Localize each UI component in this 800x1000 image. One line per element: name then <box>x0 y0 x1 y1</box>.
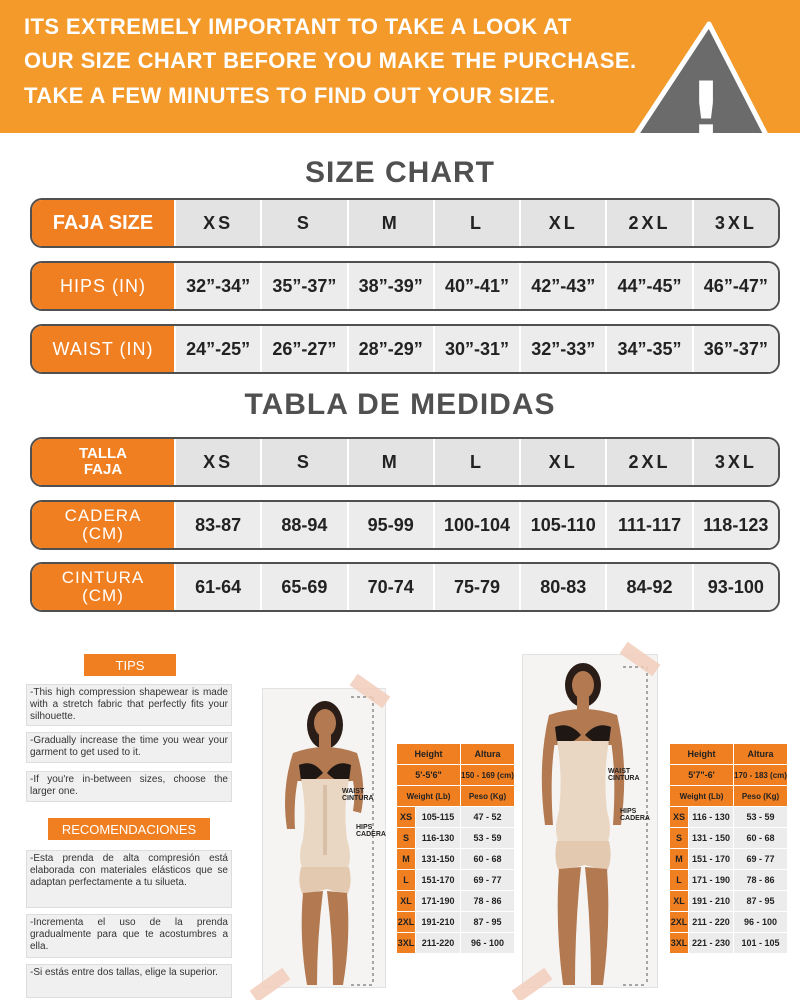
cadera-label <box>32 502 174 548</box>
tabla-header-row <box>30 437 780 487</box>
height-value: 5'7"-6' <box>670 765 734 785</box>
mt2-weight: 116 - 130 <box>689 807 734 827</box>
size-header-xl: XL <box>519 200 605 246</box>
cintura-small-label: CINTURA <box>608 775 640 782</box>
mt2-weight: 211 - 220 <box>689 912 734 932</box>
hips-in-m: 38”-39” <box>347 263 433 309</box>
size-header-m: M <box>347 200 433 246</box>
mt2-size: XL <box>670 891 689 911</box>
faja-size-label: FAJA SIZE <box>32 200 174 246</box>
mt2-peso: 87 - 95 <box>734 891 788 911</box>
cadera-xl: 105-110 <box>519 502 605 548</box>
hips-in-l: 40”-41” <box>433 263 519 309</box>
warning-exclamation: ! <box>688 67 724 157</box>
mt1-weight: 116-130 <box>416 828 461 848</box>
recomendacion-item-3: -Si estás entre dos tallas, elige la superior. <box>26 964 232 998</box>
cadera-label-2: (CM) <box>82 524 124 543</box>
talla-header-xs: XS <box>174 439 260 485</box>
hips-marker-2 <box>620 808 650 822</box>
faja-label: FAJA <box>83 461 123 478</box>
waist-marker-1 <box>342 788 374 802</box>
cadera-s: 88-94 <box>260 502 346 548</box>
mt1-size: XL <box>397 891 416 911</box>
waist-label: WAIST <box>342 788 365 795</box>
mt1-weight: 171-190 <box>416 891 461 911</box>
mt1-size: 3XL <box>397 933 416 953</box>
cintura-row <box>30 562 780 612</box>
waist-marker-2 <box>608 768 640 782</box>
cadera-xs: 83-87 <box>174 502 260 548</box>
mt2-size: XS <box>670 807 689 827</box>
waist-in-3xl: 36”-37” <box>692 326 778 372</box>
talla-header-m: M <box>347 439 433 485</box>
height-header: Height <box>397 744 461 764</box>
waist-in-2xl: 34”-35” <box>605 326 691 372</box>
hips-in-row <box>30 261 780 311</box>
mt1-weight: 131-150 <box>416 849 461 869</box>
mt2-peso: 53 - 59 <box>734 807 788 827</box>
cintura-label-1: CINTURA <box>61 568 145 588</box>
mt2-size: M <box>670 849 689 869</box>
waist-in-row <box>30 324 780 374</box>
hips-in-xs: 32”-34” <box>174 263 260 309</box>
hips-in-label: HIPS (IN) <box>32 263 174 309</box>
altura-value: 150 - 169 (cm) <box>461 765 515 785</box>
mt1-peso: 78 - 86 <box>461 891 515 911</box>
measure-table-1 <box>397 744 515 954</box>
cintura-small-label: CINTURA <box>342 795 374 802</box>
weight-header: Weight (Lb) <box>670 786 734 806</box>
mt2-peso: 69 - 77 <box>734 849 788 869</box>
mt2-size: S <box>670 828 689 848</box>
hips-label: HIPS <box>620 808 637 815</box>
warning-banner <box>0 0 800 157</box>
cadera-row <box>30 500 780 550</box>
mt1-peso: 96 - 100 <box>461 933 515 953</box>
cadera-label-1: CADERA <box>64 506 142 526</box>
talla-header-s: S <box>260 439 346 485</box>
mt1-peso: 69 - 77 <box>461 870 515 890</box>
cadera-small-label: CADERA <box>620 815 650 822</box>
talla-label: TALLA <box>78 445 128 463</box>
size-header-l: L <box>433 200 519 246</box>
talla-header-l: L <box>433 439 519 485</box>
mt1-size: L <box>397 870 416 890</box>
size-header-2xl: 2XL <box>605 200 691 246</box>
cadera-m: 95-99 <box>347 502 433 548</box>
hips-label: HIPS <box>356 824 373 831</box>
mt2-weight: 221 - 230 <box>689 933 734 953</box>
waist-in-m: 28”-29” <box>347 326 433 372</box>
mt2-size: 3XL <box>670 933 689 953</box>
cadera-3xl: 118-123 <box>692 502 778 548</box>
cintura-s: 65-69 <box>260 564 346 610</box>
banner-line-2: OUR SIZE CHART BEFORE YOU MAKE THE PURCHASE. <box>24 48 637 73</box>
mt2-weight: 191 - 210 <box>689 891 734 911</box>
mt1-size: XS <box>397 807 416 827</box>
banner-line-3: TAKE A FEW MINUTES TO FIND OUT YOUR SIZE. <box>24 83 556 108</box>
cintura-xl: 80-83 <box>519 564 605 610</box>
peso-header: Peso (Kg) <box>461 786 515 806</box>
model-figure-2 <box>523 655 659 989</box>
cintura-2xl: 84-92 <box>605 564 691 610</box>
waist-in-s: 26”-27” <box>260 326 346 372</box>
cadera-small-label: CADERA <box>356 831 386 838</box>
mt2-peso: 96 - 100 <box>734 912 788 932</box>
mt1-weight: 105-115 <box>416 807 461 827</box>
recomendacion-item-2: -Incrementa el uso de la prenda gradualmente para que te acostumbres a ella. <box>26 914 232 958</box>
size-chart-title: SIZE CHART <box>305 156 495 189</box>
tip-item-3: -If you're in-between sizes, choose the larger one. <box>26 771 232 802</box>
waist-in-label: WAIST (IN) <box>32 326 174 372</box>
mt1-peso: 47 - 52 <box>461 807 515 827</box>
mt2-size: L <box>670 870 689 890</box>
height-value: 5'-5'6" <box>397 765 461 785</box>
size-header-3xl: 3XL <box>692 200 778 246</box>
talla-header-xl: XL <box>519 439 605 485</box>
hips-in-3xl: 46”-47” <box>692 263 778 309</box>
tabla-title: TABLA DE MEDIDAS <box>244 388 556 421</box>
mt1-peso: 60 - 68 <box>461 849 515 869</box>
mt2-peso: 60 - 68 <box>734 828 788 848</box>
mt1-peso: 53 - 59 <box>461 828 515 848</box>
tip-item-1: -This high compression shapewear is made with a stretch fabric that perfectly fits your silhouette. <box>26 684 232 726</box>
size-chart-header-row <box>30 198 780 248</box>
mt1-weight: 211-220 <box>416 933 461 953</box>
height-header: Height <box>670 744 734 764</box>
mt2-weight: 151 - 170 <box>689 849 734 869</box>
mt2-peso: 78 - 86 <box>734 870 788 890</box>
mt1-weight: 191-210 <box>416 912 461 932</box>
mt2-weight: 131 - 150 <box>689 828 734 848</box>
hips-marker-1 <box>356 824 386 838</box>
waist-label: WAIST <box>608 768 631 775</box>
waist-in-xl: 32”-33” <box>519 326 605 372</box>
altura-header: Altura <box>461 744 515 764</box>
talla-header-3xl: 3XL <box>692 439 778 485</box>
talla-faja-label <box>32 439 174 485</box>
mt2-weight: 171 - 190 <box>689 870 734 890</box>
recomendaciones-title: RECOMENDACIONES <box>48 818 210 840</box>
banner-line-1: ITS EXTREMELY IMPORTANT TO TAKE A LOOK AT <box>24 14 572 39</box>
cintura-label-2: (CM) <box>82 586 124 605</box>
hips-in-2xl: 44”-45” <box>605 263 691 309</box>
model-figure-1 <box>263 689 387 989</box>
weight-header: Weight (Lb) <box>397 786 461 806</box>
talla-header-2xl: 2XL <box>605 439 691 485</box>
altura-value: 170 - 183 (cm) <box>734 765 788 785</box>
size-header-xs: XS <box>174 200 260 246</box>
tip-item-2: -Gradually increase the time you wear your garment to get used to it. <box>26 732 232 763</box>
cintura-l: 75-79 <box>433 564 519 610</box>
mt2-peso: 101 - 105 <box>734 933 788 953</box>
waist-in-xs: 24”-25” <box>174 326 260 372</box>
mt2-size: 2XL <box>670 912 689 932</box>
cintura-xs: 61-64 <box>174 564 260 610</box>
mt1-size: 2XL <box>397 912 416 932</box>
measure-table-2 <box>670 744 788 954</box>
size-header-s: S <box>260 200 346 246</box>
hips-in-xl: 42”-43” <box>519 263 605 309</box>
mt1-peso: 87 - 95 <box>461 912 515 932</box>
cintura-3xl: 93-100 <box>692 564 778 610</box>
cintura-m: 70-74 <box>347 564 433 610</box>
model-photo-1 <box>262 688 386 988</box>
cadera-l: 100-104 <box>433 502 519 548</box>
mt1-weight: 151-170 <box>416 870 461 890</box>
recomendacion-item-1: -Esta prenda de alta compresión está elaborada con materiales elásticos que se adaptan perfectamente a tu silueta. <box>26 850 232 908</box>
tips-title: TIPS <box>84 654 176 676</box>
peso-header: Peso (Kg) <box>734 786 788 806</box>
mt1-size: S <box>397 828 416 848</box>
cadera-2xl: 111-117 <box>605 502 691 548</box>
mt1-size: M <box>397 849 416 869</box>
cintura-label <box>32 564 174 610</box>
warning-triangle-icon <box>614 20 784 157</box>
altura-header: Altura <box>734 744 788 764</box>
hips-in-s: 35”-37” <box>260 263 346 309</box>
waist-in-l: 30”-31” <box>433 326 519 372</box>
